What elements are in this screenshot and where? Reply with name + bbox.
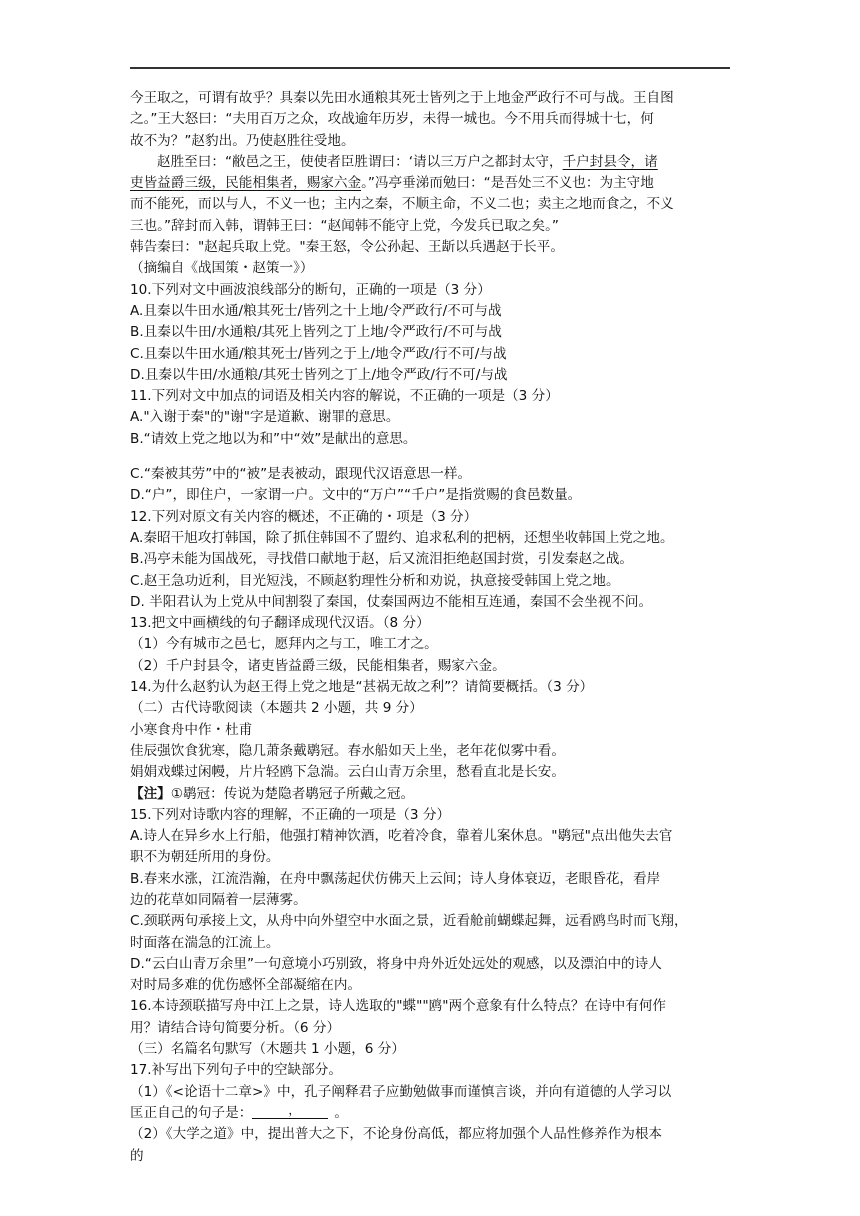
option-a: A.且秦以牛田水通/粮其死士/皆列之十上地/令严政行/不可与战 (130, 302, 502, 319)
passage-source: （摘编自《战国策・赵策一》） (130, 260, 314, 277)
translation-item: （1）今有城市之邑七，愿拜内之与工，唯工才之。 (130, 636, 438, 653)
section-heading: （三）名篇名句默写（木题共 1 小题，6 分） (130, 1041, 405, 1058)
poem-title: 小寒食舟中作・杜甫 (130, 721, 253, 738)
question-stem: 14.为什么赵豹认为赵王得上党之地是“甚祸无故之利”？请简要概括。（3 分） (130, 679, 594, 696)
poem-line: 佳辰强饮食犹寒，隐几萧条戴鹖冠。春水船如天上坐，老年花似雾中看。 (130, 742, 565, 759)
underlined-sentence: 吏皆益爵三级，民能相集者，赐家六金 (130, 175, 362, 192)
option-line: 对时局多难的优伤感怀全部凝缩在内。 (130, 977, 362, 994)
fill-item: 的 (130, 1147, 144, 1164)
option-c: C.且秦以牛田水通/粮其死士/皆列之于上/地令严政/行不可/与战 (130, 345, 507, 362)
option-line: B.春来水涨，江流浩瀚，在舟中飘荡起伏仿佛天上云间；诗人身体衰迈，老眼昏花，看岸 (130, 870, 661, 887)
option-line: 时面落在湍急的江流上。 (130, 934, 280, 951)
passage-line: 吏皆益爵三级，民能相集者，赐家六金。”冯亭垂涕而勉曰：“是吾处三不义也：为主守地 (130, 175, 654, 192)
option-b: B.冯亭未能为国战死，寻找借口献地于赵，后又流泪拒绝赵国封赏，引发秦赵之战。 (130, 551, 634, 568)
option-a: A.秦昭干旭攻打韩国，除了抓住韩国不了盟约、追求私利的把柄，还想坐收韩国上党之地。 (130, 529, 674, 546)
option-d: D. 半阳君认为上党从中间割裂了秦国，仗秦国两边不能相互连通，秦国不会坐视不问。 (130, 593, 653, 610)
poem-line: 娟娟戏蝶过闲幔，片片轻鸥下急湍。云白山青万余里，愁看直北是长安。 (130, 764, 565, 781)
fill-item: （1）《<论语十二章>》中，孔子阐释君子应勤勉做事而谨慎言谈，并向有道德的人学习以 (130, 1083, 672, 1100)
option-line: C.颈联两句承接上文，从舟中向外望空中水面之景，近看舱前蝴蝶起舞，远看鸥鸟时而飞翔， (130, 913, 688, 930)
question-stem: 用？请结合诗句简要分析。（6 分） (130, 1019, 341, 1036)
option-d: D.“户”，即住户，一家谓一户。文中的“万户”“千户”是指赏赐的食邑数量。 (130, 487, 582, 504)
fill-item: （2）《大学之道》中，提出普大之下，不论身份高低，都应将加强个人品性修养作为根本 (130, 1126, 663, 1143)
question-stem: 16.本诗颈联描写舟中江上之景，诗人选取的"蝶""鸥"两个意象有什么特点？在诗中有何作 (130, 998, 667, 1015)
spacer (130, 450, 730, 464)
translation-item: （2）千户封县令，诸吏皆益爵三级，民能相集者，赐家六金。 (130, 657, 506, 674)
option-b: B.且秦以牛田/水通粮/其死上皆列之丁上地/令严政行/不可与战 (130, 324, 502, 341)
passage-line: 今王取之，可谓有故乎？具秦以先田水通粮其死士皆列之于上地金严政行不可与战。王自图 (130, 90, 674, 106)
option-a: A."入谢于秦"的"谢"字是道歉、谢罪的意思。 (130, 409, 400, 426)
option-line: D.“云白山青万余里”一句意境小巧别致，将身中舟外近处远处的观感，以及漂泊中的诗人 (130, 955, 662, 972)
question-stem: 13.把文中画横线的句子翻译成现代汉语。（8 分） (130, 615, 430, 632)
option-b: B.“请效上党之地以为和”中“效”是献出的意思。 (130, 430, 417, 447)
option-c: C.“秦被其劳”中的“被”是表被动，跟现代汉语意思一样。 (130, 466, 472, 483)
option-line: 边的花草如同隔着一层薄雾。 (130, 891, 307, 908)
passage-line: 而不能死，而以与人，不义一也；主内之秦，不顺主命，不义二也；卖主之地而食之，不义 (130, 196, 674, 213)
poem-note: 【注】①鹖冠：传说为楚隐者鹖冠子所戴之冠。 (130, 785, 415, 802)
passage-line: 韩告秦曰："赵起兵取上党。"秦王怒，令公孙起、王龂以兵遇赵于长平。 (130, 239, 564, 256)
passage-line: 三也。”辞封而入韩，谓韩王曰：“赵闻韩不能守上党，今发兵已取之矣。” (130, 217, 559, 234)
question-stem: 10.下列对文中画波浪线部分的断句，正确的一项是（3 分） (130, 281, 491, 298)
fill-item: 匡正自己的句子是： ， 。 (130, 1102, 348, 1121)
question-stem: 12.下列对原文有关内容的概述，不正确的・项是（3 分） (130, 508, 478, 525)
passage-line: 之。”王大怒曰：“夫用百万之众，攻战逾年历岁，未得一城也。今不用兵而得城十七，何 (130, 111, 654, 128)
document-body (130, 88, 730, 1167)
section-heading: （二）古代诗歌阅读（本题共 2 小题，共 9 分） (130, 700, 423, 717)
passage-line: 故不为？”赵豹出。乃使赵胜往受地。 (130, 132, 355, 149)
question-stem: 17.补写出下列句子中的空缺部分。 (130, 1062, 342, 1079)
option-line: 职不为朝廷所用的身份。 (130, 849, 280, 866)
option-c: C.赵王急功近利，目光短浅，不顾赵豹理性分析和劝说，执意接受韩国上党之地。 (130, 572, 620, 589)
option-line: A.诗人在异乡水上行船，他强打精神饮酒，吃着冷食，靠着儿案休息。"鹖冠"点出他失去官 (130, 828, 673, 845)
answer-blank[interactable]: ， (252, 1104, 328, 1119)
header-rule (130, 67, 730, 69)
underlined-sentence: 千户封县令，诸 (562, 153, 658, 170)
question-stem: 15.下列对诗歌内容的理解，不正确的一项是（3 分） (130, 806, 451, 823)
question-stem: 11.下列对文中加点的词语及相关内容的解说，不正确的一项是（3 分） (130, 388, 559, 405)
passage-line: 赵胜至曰：“敝邑之王，使使者臣胜谓曰：‘请以三万户之都封太守，千户封县令，诸 (157, 153, 658, 170)
option-d: D.且秦以牛田/水通粮/其死士皆列之丁上/地令严政/行不可/与战 (130, 366, 508, 383)
